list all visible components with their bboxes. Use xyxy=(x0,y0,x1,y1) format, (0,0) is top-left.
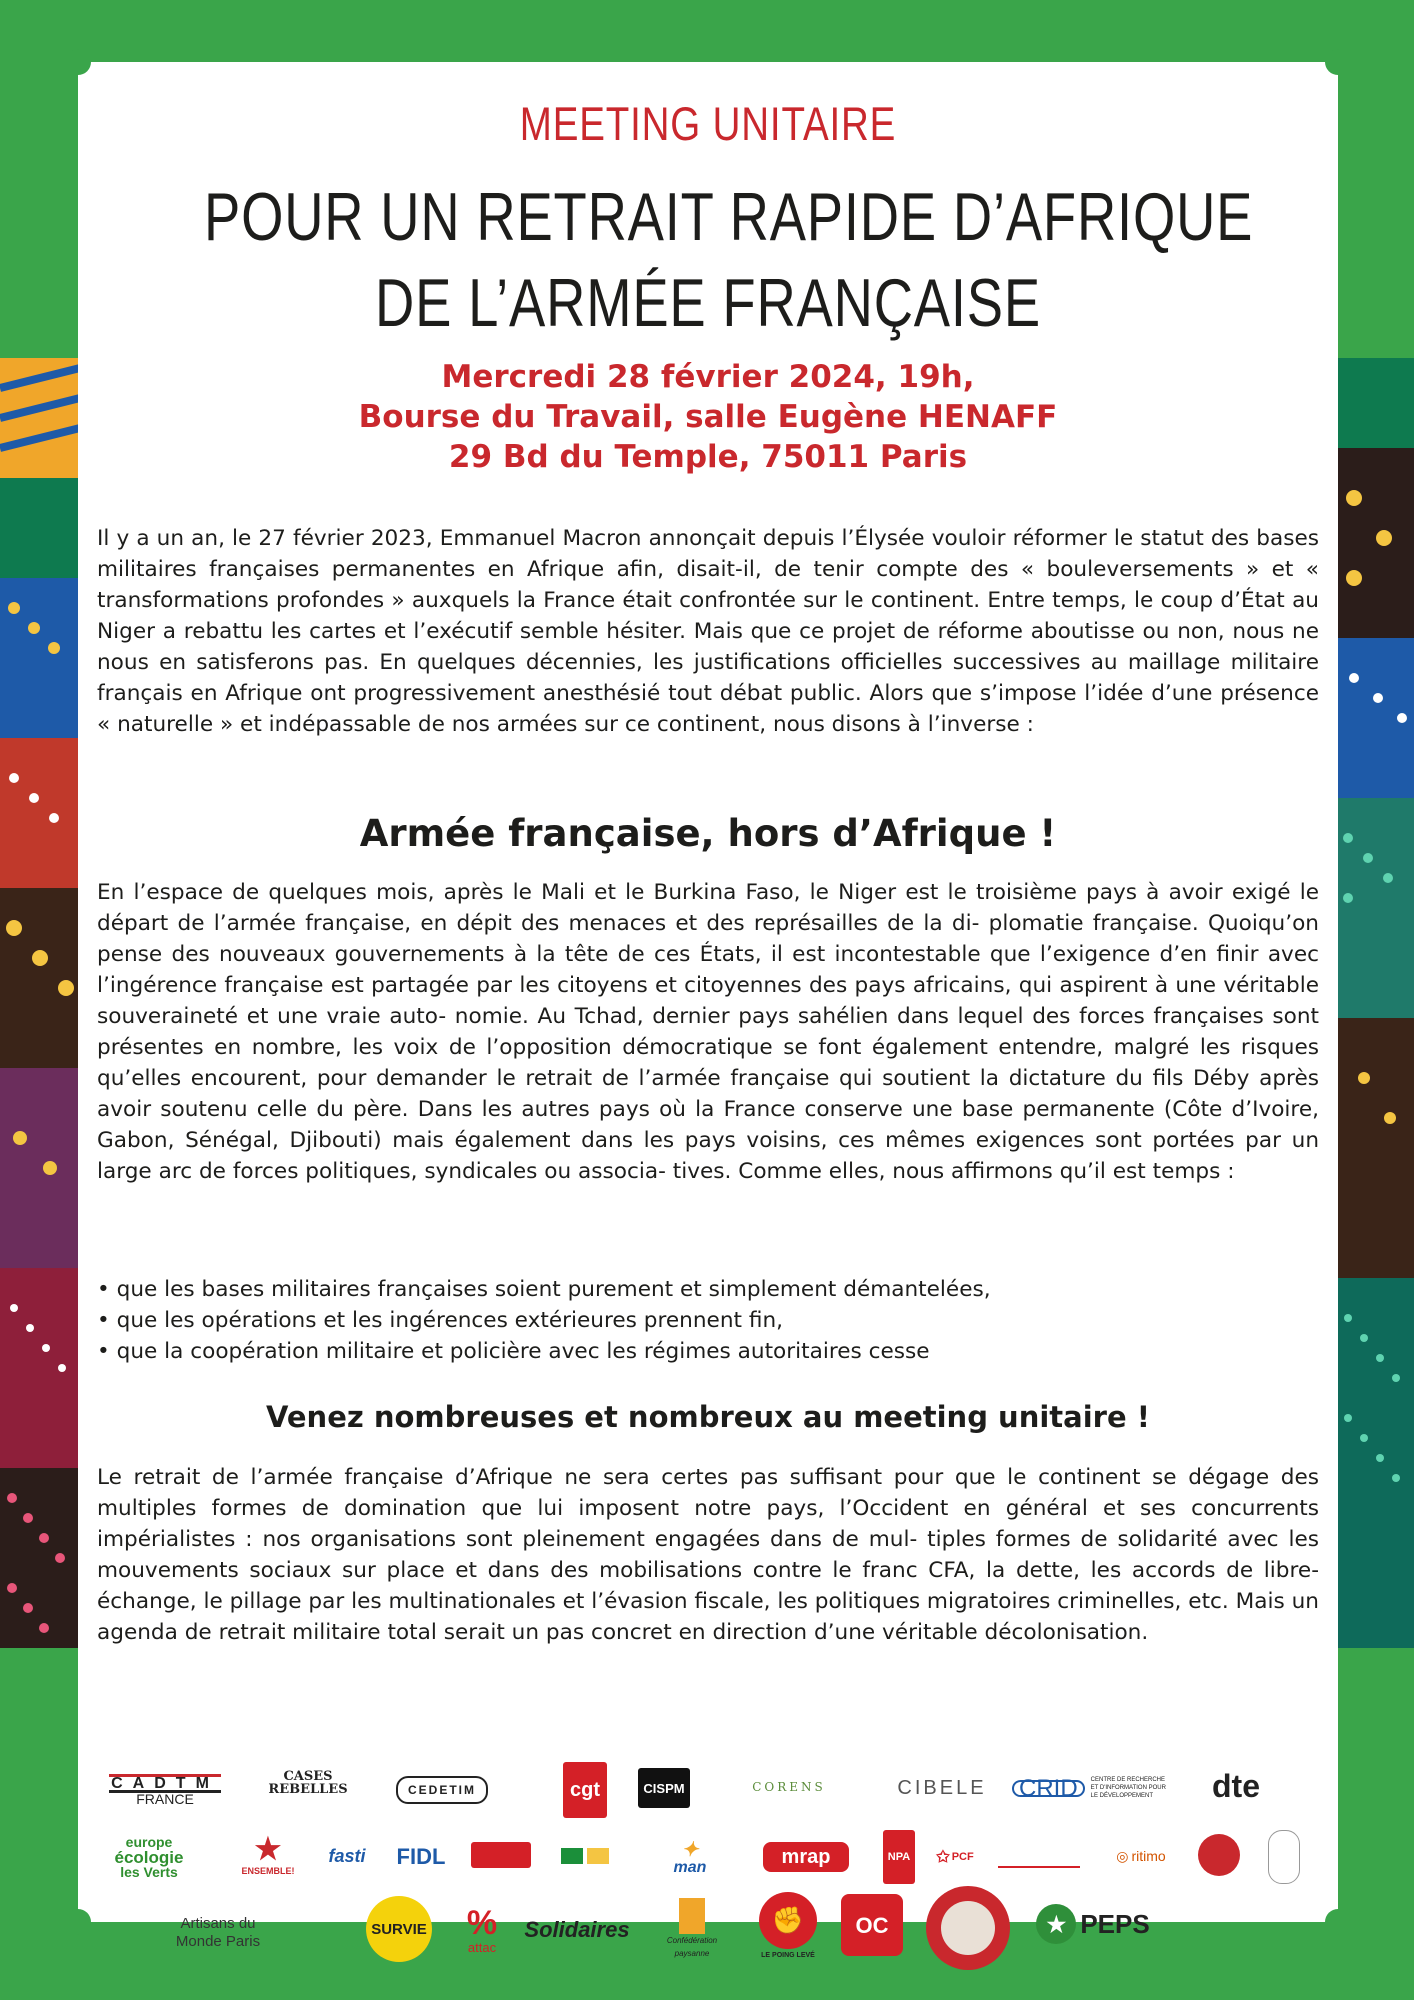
npa-logo: NPA xyxy=(883,1830,915,1884)
title-line: POUR UN RETRAIT RAPIDE D’AFRIQUE xyxy=(204,179,1254,255)
artisans-du-monde-logo: Artisans du Monde Paris xyxy=(175,1915,261,1950)
eelv-logo: europe écologie les Verts xyxy=(114,1833,184,1880)
list-item: • que les bases militaires françaises soient purement et simplement démantelées, xyxy=(97,1274,1319,1305)
organization-logo xyxy=(550,1842,620,1870)
decorative-print-band-left xyxy=(0,358,80,1648)
man-logo: ✦ man xyxy=(673,1838,707,1876)
cases-rebelles-logo: CASES REBELLES xyxy=(268,1769,348,1797)
event-date: Mercredi 28 février 2024, 19h, xyxy=(441,359,975,395)
decorative-print-band-right xyxy=(1334,358,1414,1648)
attac-logo: % attac xyxy=(466,1903,498,1955)
mrap-logo: mrap xyxy=(763,1842,849,1872)
star-icon: ★ xyxy=(1036,1904,1076,1944)
organization-logo xyxy=(1268,1830,1300,1884)
organization-logo xyxy=(998,1846,1080,1868)
closing-paragraph: Le retrait de l’armée française d’Afrique ne sera certes pas suffisant pour que le continent se dégage des multiples formes de domination que lui imposent notre pays, l’Occident en général et ses concurrents impérialistes : nos organisations sont pleinement engagées dans de mul- tiples formes de solidarité avec les mouvements sociaux sur place et dans des mobilisations contre le franc CFA, la dette, les accords de libre-échange, le pillage par les multinationales et l’évasion fiscale, les politiques migratoires criminelles, etc. Mais un agenda de retrait militaire total serait un pas concret en direction d’une véritable décolonisation. xyxy=(97,1465,1319,1645)
ensemble-logo: ★ ENSEMBLE! xyxy=(241,1832,295,1876)
fidl-logo: FIDL xyxy=(396,1843,446,1869)
title-line: DE L’ARMÉE FRANÇAISE xyxy=(375,265,1041,341)
cispm-logo: CISPM xyxy=(638,1768,690,1808)
cgt-logo: cgt xyxy=(563,1762,607,1818)
event-venue: Bourse du Travail, salle Eugène HENAFF xyxy=(358,399,1058,435)
ritimo-logo: ◎ ritimo xyxy=(1116,1847,1166,1864)
organization-logo xyxy=(471,1842,531,1868)
dove-icon: ✦ xyxy=(681,1838,699,1861)
wheat-icon xyxy=(679,1898,705,1934)
star-icon: ✩ xyxy=(936,1848,950,1866)
call-to-action-heading: Venez nombreuses et nombreux au meeting unitaire ! xyxy=(266,1400,1150,1434)
portrait-emblem-logo xyxy=(926,1886,1010,1970)
crid-logo: CRID CENTRE DE RECHERCHE ET D'INFORMATION POUR LE DÉVELOPPEMENT xyxy=(1012,1768,1172,1808)
context-paragraph: En l’espace de quelques mois, après le Mali et le Burkina Faso, le Niger est le troisième pays à avoir exigé le départ de l’armée française, en dépit des menaces et des représailles de la di- plomatie française. Quoiqu’on pense des nouveaux gouvernements à la tête de ces États, il est incontestable que l’exigence d’en finir avec l’ingérence française est partagée par les citoyens et citoyennes des pays africains, qui aspirent à une véritable souveraineté et une vraie auto- nomie. Au Tchad, dernier pays sahélien dans lequel des forces françaises sont présentes en nombre, les voix de l’opposition démocratique se font également entendre, malgré les risques qu’elles encourent, pour demander le retrait de l’armée française qui soutient la dictature du fils Déby après avoir soutenu celle du père. Dans les autres pays où la France conserve une base permanente (Côte d’Ivoire, Gabon, Sénégal, Djibouti) mais également dans les pays voisins, ces mêmes exigences sont portées par un large arc de forces politiques, syndicales ou associa- tives. Comme elles, nous affirmons qu’il est temps : xyxy=(97,880,1319,1184)
cadtm-logo: CADTM FRANCE xyxy=(111,1775,219,1807)
event-details xyxy=(78,357,1338,477)
corens-logo: CORENS xyxy=(752,1779,826,1794)
list-item: • que la coopération militaire et policière avec les régimes autoritaires cesse xyxy=(97,1336,1319,1367)
corner-notch xyxy=(1325,49,1351,75)
cibele-logo: CIBELE xyxy=(897,1776,987,1799)
star-icon: ★ xyxy=(254,1832,282,1866)
percent-icon: % xyxy=(466,1903,498,1942)
fasti-logo: fasti xyxy=(328,1845,366,1866)
list-item: • que les opérations et les ingérences extérieures prennent fin, xyxy=(97,1305,1319,1336)
oc-logo: OC xyxy=(841,1894,903,1956)
meeting-kicker: MEETING UNITAIRE xyxy=(519,97,897,150)
poing-leve-logo: ✊ LE POING LEVÉ xyxy=(752,1892,824,1962)
fist-icon: ✊ xyxy=(759,1892,817,1949)
confederation-paysanne-logo: Confédération paysanne xyxy=(652,1898,732,1960)
event-address: 29 Bd du Temple, 75011 Paris xyxy=(448,439,968,475)
dte-logo: dte xyxy=(1212,1767,1260,1804)
peps-logo: ★ PEPS xyxy=(1033,1900,1153,1948)
portrait-icon xyxy=(941,1901,995,1955)
solidaires-logo: Solidaires xyxy=(524,1916,630,1942)
slogan-heading: Armée française, hors d’Afrique ! xyxy=(359,812,1057,855)
flyer-sheet xyxy=(78,62,1338,1959)
cedetim-logo: CEDETIM xyxy=(396,1776,488,1804)
survie-logo: SURVIE xyxy=(366,1896,432,1962)
corner-notch xyxy=(65,49,91,75)
page-title xyxy=(204,174,1254,346)
circle-icon: ◎ xyxy=(1116,1847,1129,1864)
intro-paragraph: Il y a un an, le 27 février 2023, Emmanuel Macron annonçait depuis l’Élysée vouloir réformer le statut des bases militaires françaises permanentes en Afrique afin, disait-il, de tenir compte des « bouleversements » et « transformations profondes » auxquels la France était confrontée sur le continent. Entre temps, le coup d’État au Niger a rebattu les cartes et l’exécutif semble hésiter. Mais que ce projet de réforme aboutisse ou non, nous ne nous en satisferons pas. En quelques décennies, les justifications officielles successives au maillage militaire français en Afrique ont progressivement anesthésié tout débat public. Alors que s’impose l’idée d’une présence « naturelle » et indépassable de nos armées sur ce continent, nous disons à l’inverse : xyxy=(97,526,1319,737)
demands-list xyxy=(97,1274,1319,1367)
organizer-logos xyxy=(78,1762,1338,1959)
pcf-logo: ✩ PCF xyxy=(936,1848,974,1866)
organization-logo xyxy=(1198,1834,1240,1876)
